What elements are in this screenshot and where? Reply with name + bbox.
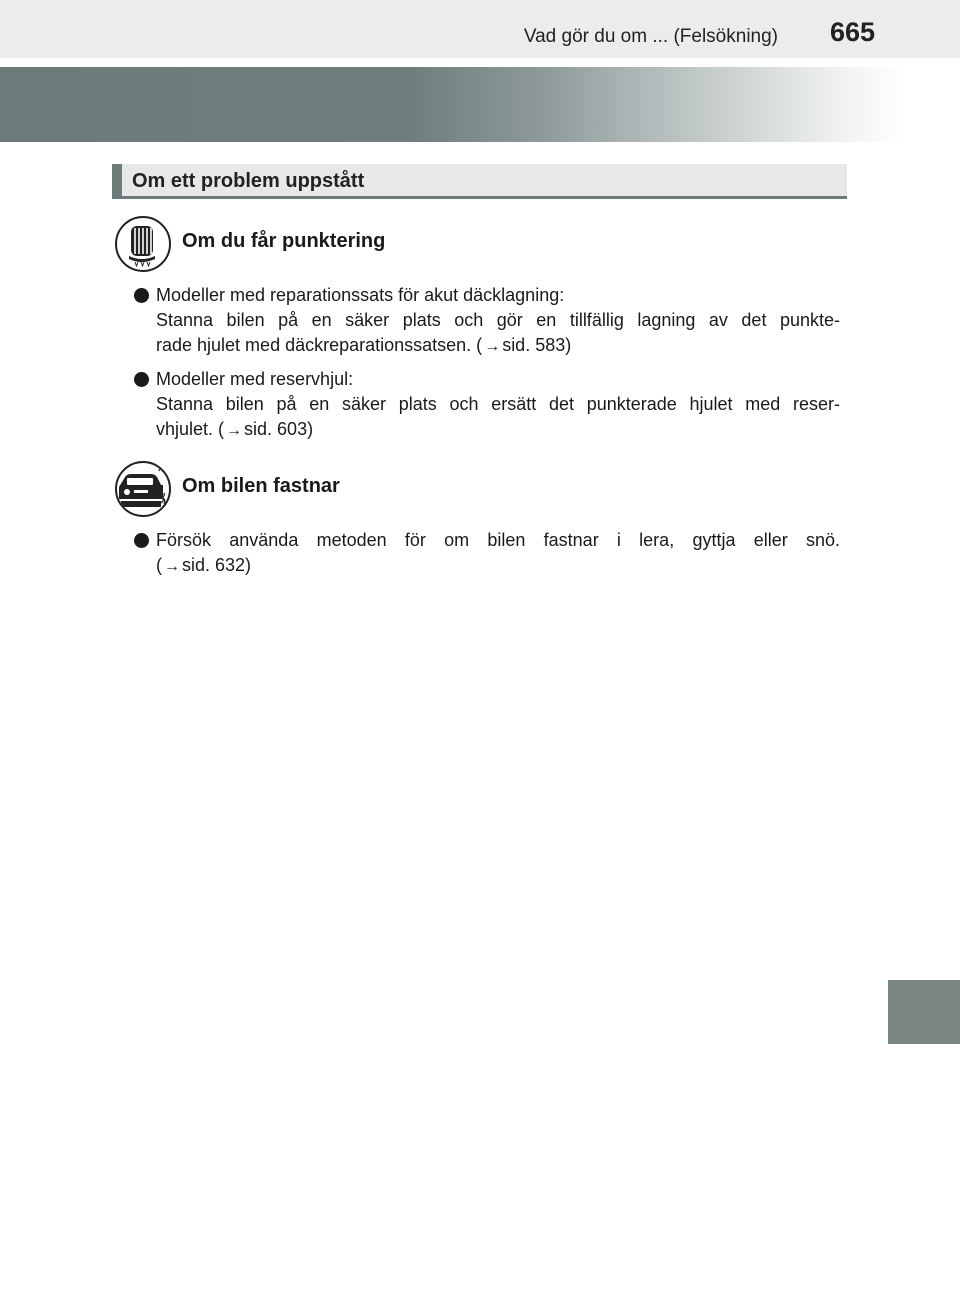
page-reference-link[interactable]: sid. 603) bbox=[244, 419, 314, 439]
subsection-heading-stuck-car: Om bilen fastnar bbox=[182, 475, 340, 497]
arrow-icon: → bbox=[164, 558, 180, 575]
page-number: 665 bbox=[830, 17, 876, 47]
arrow-icon: → bbox=[226, 422, 243, 439]
page-reference-link[interactable]: sid. 583) bbox=[502, 335, 572, 355]
item-text: ( bbox=[156, 555, 162, 575]
list-item bbox=[156, 367, 840, 443]
flat-tire-icon bbox=[115, 216, 171, 272]
bullet-icon bbox=[134, 372, 149, 387]
page-reference-link[interactable]: sid. 632) bbox=[182, 555, 252, 575]
item-text: vhjulet. ( bbox=[156, 419, 225, 439]
item-text: Modeller med reservhjul: bbox=[156, 369, 354, 389]
subsection-heading-flat-tire: Om du får punktering bbox=[182, 230, 386, 252]
chapter-title: Vad gör du om ... (Felsökning) bbox=[523, 26, 778, 47]
item-text: Modeller med reparationssats för akut däcklagning: bbox=[156, 285, 565, 305]
chapter-banner bbox=[0, 67, 905, 142]
item-text: Försök använda metoden för om bilen fastnar i lera, gyttja eller snö. bbox=[156, 530, 840, 550]
list-item bbox=[156, 283, 840, 359]
list-item bbox=[156, 528, 840, 579]
item-text: Stanna bilen på en säker plats och gör en tillfällig lagning av det punkte- bbox=[156, 310, 840, 330]
item-text: Stanna bilen på en säker plats och ersätt det punkterade hjulet med reser- bbox=[156, 394, 840, 414]
header-band bbox=[0, 0, 960, 58]
bullet-icon bbox=[134, 288, 149, 303]
section-header bbox=[112, 164, 847, 199]
stuck-car-icon bbox=[115, 461, 171, 517]
section-title: Om ett problem uppstått bbox=[132, 170, 365, 192]
chapter-side-tab bbox=[888, 980, 960, 1044]
item-text: rade hjulet med däckreparationssatsen. ( bbox=[156, 335, 483, 355]
bullet-icon bbox=[134, 533, 149, 548]
arrow-icon: → bbox=[484, 338, 501, 355]
